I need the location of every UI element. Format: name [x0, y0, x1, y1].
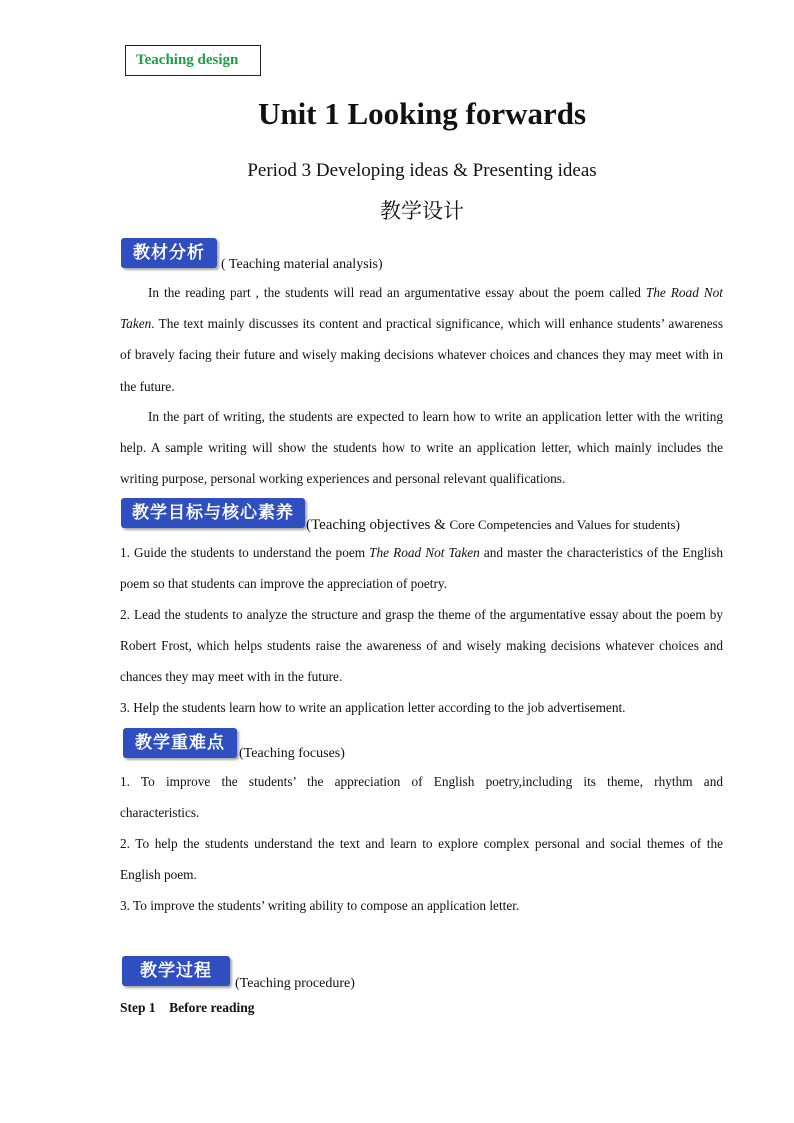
- poem-title: The Road Not Taken: [120, 285, 723, 332]
- focus-item-3: 3. To improve the students’ writing ability to compose an application letter.: [120, 898, 520, 913]
- paragraph-text: In the reading part , the students will read an argumentative essay about the poem called: [148, 285, 646, 300]
- material-analysis-paragraph-2: In the part of writing, the students are expected to learn how to write an application letter with the writing help. A sample writing will show the students how to write an application letter, which mainly includes the writing purpose, personal working experiences and personal relevant qualifications.: [120, 409, 723, 487]
- section-badge-material-analysis: 教材分析: [121, 238, 217, 268]
- section-label-material-analysis: ( Teaching material analysis): [221, 257, 383, 272]
- section-badge-focuses: 教学重难点: [123, 728, 237, 758]
- item-text: and master the characteristics of the English poem so that students can improve the appreciation of poetry.: [120, 545, 723, 591]
- section-label-focuses: (Teaching focuses): [239, 746, 345, 761]
- page-title: Unit 1 Looking forwards: [257, 96, 587, 131]
- material-analysis-paragraph-1: [120, 277, 723, 402]
- page-subtitle: Period 3 Developing ideas & Presenting ideas: [247, 160, 597, 181]
- objective-item-1: [120, 537, 723, 599]
- section-label-procedure: (Teaching procedure): [235, 976, 355, 991]
- section-badge-procedure: 教学过程: [122, 956, 230, 986]
- section-badge-objectives: 教学目标与核心素养: [121, 498, 305, 528]
- label-text: (Teaching objectives &: [306, 517, 450, 533]
- objective-item-2: 2. Lead the students to analyze the structure and grasp the theme of the argumentative essay about the poem by Robert Frost, which helps students raise the awareness of and wisely making decisions whatever choices and chances they may meet with in the future.: [120, 607, 723, 684]
- label-text: Core Competencies and Values for students): [449, 517, 680, 532]
- focus-item-1: 1. To improve the students’ the appreciation of English poetry,including its theme, rhythm and characteristics.: [120, 774, 723, 820]
- page-subtitle-chinese: 教学设计: [380, 199, 464, 223]
- section-label-objectives: [306, 517, 680, 534]
- step-1-heading: Step 1 Before reading: [120, 1000, 255, 1015]
- item-text: 1. Guide the students to understand the poem: [120, 545, 370, 560]
- poem-title: The Road Not Taken: [369, 545, 480, 560]
- paragraph-text: . The text mainly discusses its content and practical significance, which will enhance students’ awareness of bravely facing their future and wisely making decisions whatever choices and chances they may meet with in the future.: [120, 316, 723, 394]
- teaching-design-tag: Teaching design: [125, 45, 261, 76]
- objective-item-3: 3. Help the students learn how to write an application letter according to the job advertisement.: [120, 700, 626, 715]
- focus-item-2: 2. To help the students understand the text and learn to explore complex personal and social themes of the English poem.: [120, 836, 723, 882]
